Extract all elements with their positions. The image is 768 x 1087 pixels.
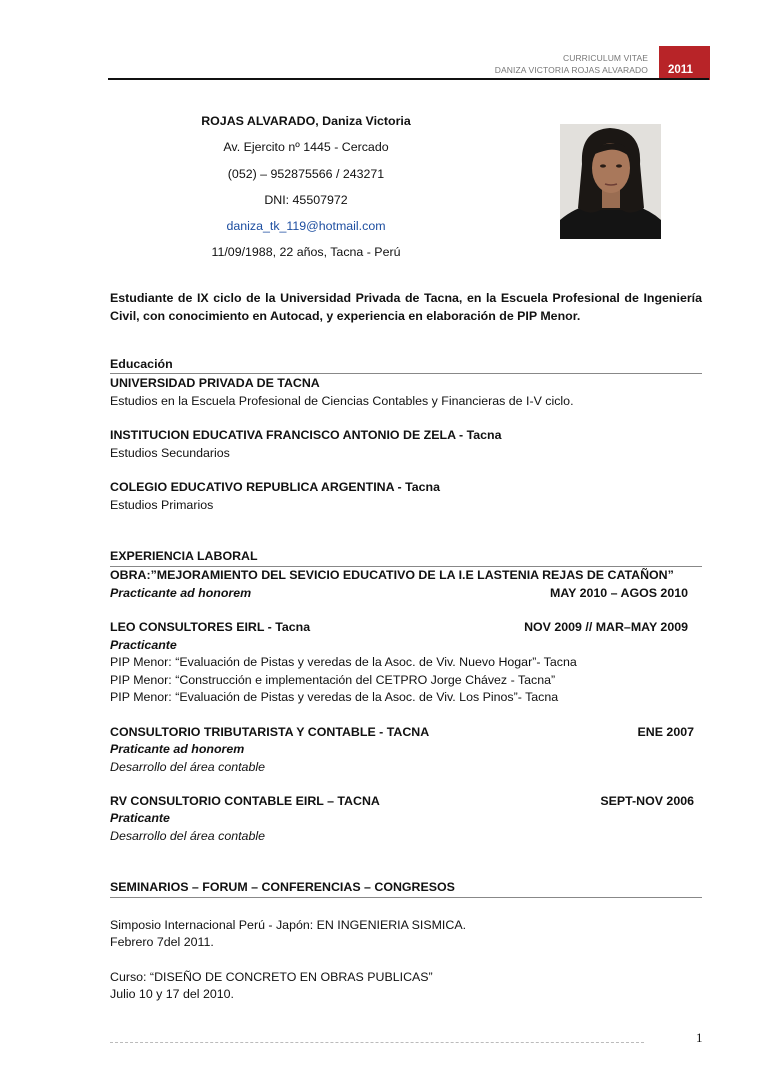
phone: (052) – 952875566 / 243271 bbox=[227, 167, 385, 181]
experience-employer: RV CONSULTORIO CONTABLE EIRL – TACNA bbox=[110, 794, 380, 808]
header-rule bbox=[108, 78, 709, 80]
seminar-date: Julio 10 y 17 del 2010. bbox=[110, 987, 234, 1001]
experience-rule bbox=[110, 566, 702, 567]
experience-role: Practicante ad honorem bbox=[110, 586, 252, 600]
footer-rule bbox=[110, 1042, 644, 1043]
experience-task: PIP Menor: “Construcción e implementación del CETPRO Jorge Chávez - Tacna” bbox=[110, 673, 556, 687]
experience-task: PIP Menor: “Evaluación de Pistas y veredas de la Asoc. de Viv. Nuevo Hogar”- Tacna bbox=[110, 655, 577, 669]
experience-employer: LEO CONSULTORES EIRL - Tacna bbox=[110, 620, 311, 634]
experience-task: PIP Menor: “Evaluación de Pistas y veredas de la Asoc. de Viv. Los Pinos”- Tacna bbox=[110, 690, 559, 704]
seminar-name: Simposio Internacional Perú - Japón: EN INGENIERIA SISMICA. bbox=[110, 918, 467, 932]
header-owner-label: DANIZA VICTORIA ROJAS ALVARADO bbox=[494, 65, 648, 75]
education-school: COLEGIO EDUCATIVO REPUBLICA ARGENTINA - Tacna bbox=[110, 480, 440, 494]
seminars-heading: SEMINARIOS – FORUM – CONFERENCIAS – CONGRESOS bbox=[110, 880, 455, 894]
address: Av. Ejercito nº 1445 - Cercado bbox=[223, 140, 389, 154]
experience-heading: EXPERIENCIA LABORAL bbox=[110, 549, 258, 563]
seminar-name: Curso: “DISEÑO DE CONCRETO EN OBRAS PUBLICAS” bbox=[110, 970, 433, 984]
experience-dates: NOV 2009 // MAR–MAY 2009 bbox=[524, 620, 688, 634]
email-link[interactable]: daniza_tk_119@hotmail.com bbox=[226, 219, 386, 233]
dni: DNI: 45507972 bbox=[264, 193, 348, 207]
experience-employer: OBRA:”MEJORAMIENTO DEL SEVICIO EDUCATIVO DE LA I.E LASTENIA REJAS DE CATAÑON” bbox=[110, 568, 674, 582]
experience-description: Desarrollo del área contable bbox=[110, 760, 265, 774]
education-detail: Estudios Secundarios bbox=[110, 446, 230, 460]
header-title bbox=[495, 52, 648, 76]
seminars-rule bbox=[110, 897, 702, 898]
person-name: ROJAS ALVARADO, Daniza Victoria bbox=[201, 114, 411, 128]
experience-dates: ENE 2007 bbox=[637, 725, 694, 739]
header-year: 2011 bbox=[668, 64, 693, 76]
education-rule bbox=[110, 373, 702, 374]
experience-employer: CONSULTORIO TRIBUTARISTA Y CONTABLE - TACNA bbox=[110, 725, 430, 739]
education-heading: Educación bbox=[110, 357, 173, 371]
page-number: 1 bbox=[696, 1030, 703, 1045]
profile-summary: Estudiante de IX ciclo de la Universidad Privada de Tacna, en la Escuela Profesional de Ingeniería Civil, con conocimiento en Autocad, y experiencia en elaboración de PIP Menor. bbox=[110, 291, 702, 323]
education-detail: Estudios en la Escuela Profesional de Ciencias Contables y Financieras de I-V ciclo. bbox=[110, 394, 574, 408]
seminar-date: Febrero 7del 2011. bbox=[110, 935, 214, 949]
experience-role: Praticante bbox=[110, 811, 170, 825]
education-detail: Estudios Primarios bbox=[110, 498, 214, 512]
profile-photo bbox=[560, 124, 661, 239]
header-year-badge bbox=[659, 46, 710, 80]
experience-role: Practicante bbox=[110, 638, 177, 652]
experience-dates: SEPT-NOV 2006 bbox=[600, 794, 694, 808]
experience-description: Desarrollo del área contable bbox=[110, 829, 265, 843]
experience-dates: MAY 2010 – AGOS 2010 bbox=[550, 586, 688, 600]
birth-info: 11/09/1988, 22 años, Tacna - Perú bbox=[211, 245, 401, 259]
education-school: UNIVERSIDAD PRIVADA DE TACNA bbox=[110, 376, 320, 390]
experience-role: Praticante ad honorem bbox=[110, 742, 245, 756]
education-school: INSTITUCION EDUCATIVA FRANCISCO ANTONIO DE ZELA - Tacna bbox=[110, 428, 502, 442]
header-doc-label: CURRICULUM VITAE bbox=[562, 53, 648, 63]
